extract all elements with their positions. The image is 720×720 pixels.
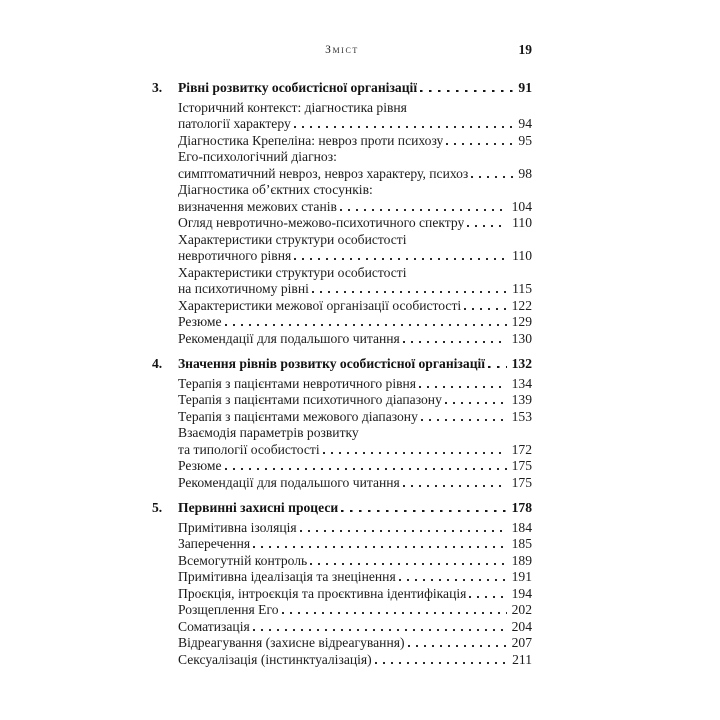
dot-leader [403,341,507,343]
toc-line [152,232,532,249]
toc-line [152,248,532,265]
dot-leader [446,143,513,145]
toc-line [152,182,532,199]
dot-leader [471,176,513,178]
toc-line [152,215,532,232]
toc-entry-text: Соматизація [178,618,250,634]
toc-entry-text: Его-психологічний діагноз: [178,149,337,164]
toc-entry-page: 129 [511,314,532,329]
toc-entry-page: 202 [511,602,532,617]
toc-entry-page: 110 [512,215,532,230]
dot-leader [420,90,513,92]
toc-line [152,376,532,393]
toc-entry-page: 130 [511,330,532,346]
dot-leader [323,452,507,454]
toc-line [152,100,532,117]
toc-entry-page: 139 [511,392,532,407]
dot-leader [225,324,507,326]
toc [152,80,532,668]
toc-entry-text: Рекомендації для подальшого читання [178,330,400,346]
dot-leader [419,386,507,388]
toc-entry-page: 153 [511,408,532,424]
toc-entry-text: Огляд невротично-межово-психотичного спектру [178,215,465,230]
toc-line [152,133,532,150]
toc-line [152,475,532,492]
toc-entry-page: 191 [511,569,532,584]
toc-entry-page: 172 [511,441,532,457]
dot-leader [310,563,506,565]
toc-entry-text: визначення межових станів [178,198,337,214]
running-head: Зміст [325,44,359,56]
dot-leader [467,225,507,227]
toc-entry-page: 95 [518,132,532,148]
toc-entry-text: Розщеплення Его [178,602,279,617]
toc-line [152,635,532,652]
toc-entry-page: 189 [511,552,532,568]
toc-entry-text: Терапія з пацієнтами невротичного рівня [178,375,417,391]
dot-leader [253,546,506,548]
toc-entry-page: 104 [511,198,532,214]
toc-line [152,166,532,183]
toc-entry-text: Характеристики межової організації особистості [178,297,462,313]
toc-line [152,602,532,619]
dot-leader [421,419,507,421]
page-content [152,42,532,668]
toc-entry-page: 194 [511,585,532,601]
dot-leader [445,402,507,404]
dot-leader [300,530,507,532]
dot-leader [312,291,507,293]
toc-line [152,569,532,586]
toc-entry-text: Історичний контекст: діагностика рівня [178,99,407,115]
toc-entry-page: 132 [511,356,532,371]
toc-line [152,652,532,669]
toc-entry-text: Відреагування (захисне відреагування) [178,635,405,650]
chapter-number: 5. [152,500,163,515]
toc-entry-text: Діагностика Крепеліна: невроз проти психозу [178,132,444,148]
toc-entry-text: Терапія з пацієнтами психотичного діапазону [178,392,442,407]
toc-entry-text: Рекомендації для подальшого читання [178,474,400,490]
dot-leader [253,629,507,631]
toc-entry-page: 207 [511,635,532,650]
toc-line [152,442,532,459]
toc-entry-text: Первинні захисні процеси [178,500,339,515]
toc-line [152,458,532,475]
dot-leader [469,596,506,598]
toc-line [152,536,532,553]
toc-entry-text: Сексуалізація (інстинктуалізація) [178,651,372,667]
toc-line [152,586,532,603]
toc-entry-text: Резюме [178,314,222,329]
dot-leader [488,366,507,368]
dot-leader [294,258,507,260]
toc-line [152,392,532,409]
toc-entry-page: 134 [511,375,532,391]
toc-line [152,80,532,97]
toc-entry-text: Значення рівнів розвитку особистісної організації [178,356,486,371]
toc-line [152,298,532,315]
toc-entry-text: Примітивна ідеалізація та знецінення [178,569,396,584]
toc-entry-page: 178 [511,500,532,515]
toc-entry-text: Характеристики структури особистості [178,231,407,247]
toc-entry-page: 110 [512,248,532,263]
toc-line [152,116,532,133]
toc-line [152,356,532,373]
dot-leader [341,510,506,512]
toc-entry-text: Заперечення [178,536,251,551]
toc-entry-page: 98 [518,165,532,181]
toc-entry-page: 184 [511,519,532,535]
toc-entry-page: 211 [512,651,532,667]
chapter-number: 3. [152,80,163,95]
toc-entry-page: 94 [518,116,532,131]
toc-entry-text: Характеристики структури особистості [178,264,407,280]
toc-entry-text: Всемогутній контроль [178,552,308,568]
toc-entry-text: Рівні розвитку особистісної організації [178,80,418,95]
toc-line [152,425,532,442]
toc-line [152,199,532,216]
toc-line [152,619,532,636]
toc-entry-text: симптоматичний невроз, невроз характеру, психоз [178,165,469,181]
dot-leader [464,308,506,310]
toc-entry-page: 91 [518,80,532,95]
dot-leader [340,209,507,211]
toc-entry-text: та типології особистості [178,441,320,457]
toc-entry-page: 185 [511,536,532,551]
toc-line [152,281,532,298]
toc-line [152,500,532,517]
toc-entry-text: Терапія з пацієнтами межового діапазону [178,408,418,424]
toc-entry-page: 175 [511,474,532,490]
page-number: 19 [518,42,532,57]
dot-leader [403,485,507,487]
toc-entry-text: Взаємодія параметрів розвитку [178,425,359,440]
toc-line [152,553,532,570]
toc-line [152,265,532,282]
toc-entry-text: Проєкція, інтроєкція та проєктивна ідентифікація [178,585,467,601]
dot-leader [399,579,507,581]
toc-entry-page: 204 [511,618,532,634]
dot-leader [375,662,507,664]
toc-entry-text: Резюме [178,458,222,473]
toc-entry-text: на психотичному рівні [178,281,309,296]
toc-line [152,149,532,166]
page-header [152,42,532,59]
toc-line [152,520,532,537]
toc-entry-text: патології характеру [178,116,291,131]
toc-entry-page: 122 [511,297,532,313]
toc-line [152,331,532,348]
toc-line [152,314,532,331]
toc-entry-page: 115 [512,281,532,296]
toc-line [152,409,532,426]
toc-entry-text: невротичного рівня [178,248,292,263]
toc-entry-page: 175 [511,458,532,473]
dot-leader [408,645,507,647]
toc-entry-text: Діагностика об’єктних стосунків: [178,182,373,197]
dot-leader [225,468,507,470]
dot-leader [294,126,514,128]
chapter-number: 4. [152,356,163,371]
toc-entry-text: Примітивна ізоляція [178,519,297,535]
dot-leader [282,612,507,614]
